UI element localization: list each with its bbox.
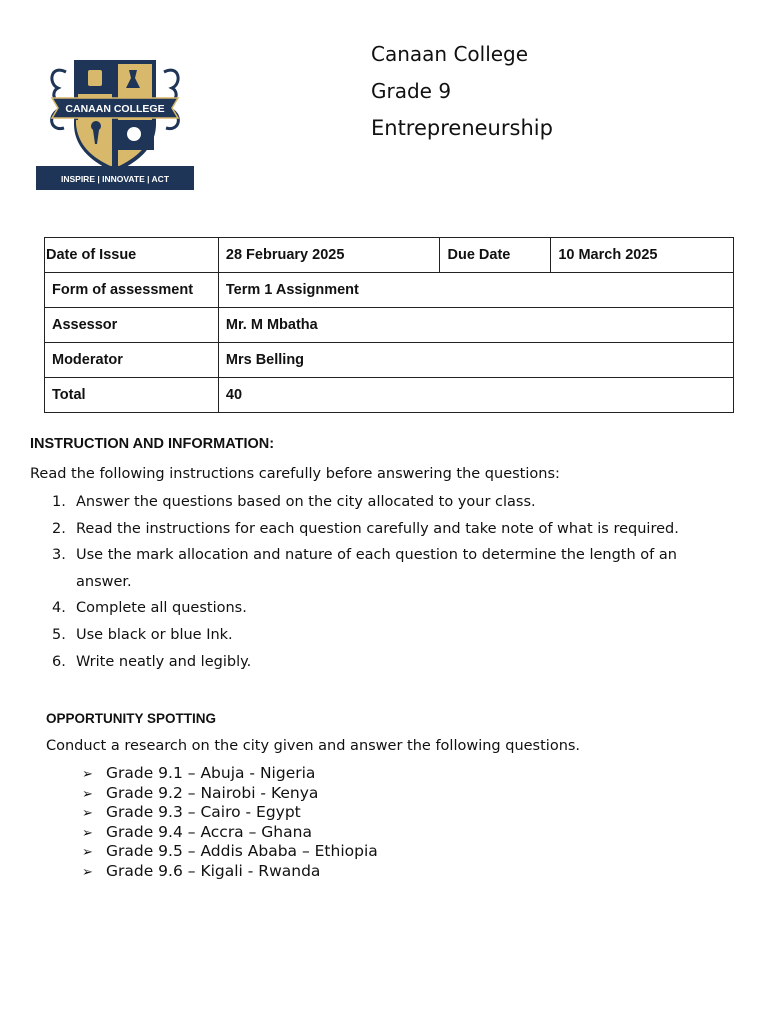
table-row <box>45 308 734 343</box>
row-label: Total <box>45 378 219 413</box>
arrow-bullet-icon: ➢ <box>82 864 93 880</box>
row-value: Mrs Belling <box>218 343 733 378</box>
row-value: 40 <box>218 378 733 413</box>
list-item: 4. Complete all questions. <box>52 600 247 617</box>
assessment-info-table <box>44 237 734 413</box>
grade-title: Grade 9 <box>371 79 452 103</box>
row-label: Assessor <box>45 308 219 343</box>
table-row <box>45 343 734 378</box>
date-of-issue-value: 28 February 2025 <box>218 238 440 273</box>
arrow-bullet-icon: ➢ <box>82 786 93 802</box>
arrow-bullet-icon: ➢ <box>82 845 93 860</box>
list-item: 3. Use the mark allocation and nature of each question to determine the length of an answer. <box>52 547 677 590</box>
list-item: 6. Write neatly and legibly. <box>52 653 252 670</box>
school-logo <box>36 44 194 192</box>
table-row <box>45 273 734 308</box>
list-item: ➢ Grade 9.4 – Accra – Ghana <box>82 823 378 843</box>
svg-text:INSPIRE | INNOVATE | ACT: INSPIRE | INNOVATE | ACT <box>60 174 170 184</box>
subject-title: Entrepreneurship <box>371 116 553 140</box>
row-label: Moderator <box>45 343 219 378</box>
arrow-bullet-icon: ➢ <box>82 825 93 841</box>
list-item: ➢ Grade 9.3 – Cairo - Egypt <box>82 803 378 823</box>
instructions-list <box>52 489 732 675</box>
list-item: ➢ Grade 9.1 – Abuja - Nigeria <box>82 764 378 784</box>
list-item: ➢ Grade 9.2 – Nairobi - Kenya <box>82 784 378 804</box>
arrow-bullet-icon: ➢ <box>82 767 93 782</box>
table-row <box>45 378 734 413</box>
instructions-intro: Read the following instructions carefully before answering the questions: <box>30 466 560 482</box>
list-item: ➢ Grade 9.6 – Kigali - Rwanda <box>82 862 378 882</box>
row-value: Term 1 Assignment <box>218 273 733 308</box>
due-date-value: 10 March 2025 <box>551 238 734 273</box>
due-date-label: Due Date <box>440 238 551 273</box>
opportunity-heading: OPPORTUNITY SPOTTING <box>46 711 217 726</box>
list-item: 2. Read the instructions for each question carefully and take note of what is required. <box>52 520 679 537</box>
list-item: ➢ Grade 9.5 – Addis Ababa – Ethiopia <box>82 842 378 862</box>
date-of-issue-label: Date of Issue <box>45 238 219 273</box>
school-name: Canaan College <box>371 42 529 66</box>
row-label: Form of assessment <box>45 273 219 308</box>
arrow-bullet-icon: ➢ <box>82 806 93 821</box>
list-item: 5. Use black or blue Ink. <box>52 626 233 643</box>
opportunity-intro: Conduct a research on the city given and answer the following questions. <box>46 738 581 754</box>
row-value: Mr. M Mbatha <box>218 308 733 343</box>
city-allocation-list <box>82 764 378 881</box>
svg-text:CANAAN COLLEGE: CANAAN COLLEGE <box>65 103 165 115</box>
instructions-heading: INSTRUCTION AND INFORMATION: <box>30 436 275 452</box>
table-row <box>45 238 734 273</box>
list-item: 1. Answer the questions based on the city allocated to your class. <box>52 494 536 510</box>
